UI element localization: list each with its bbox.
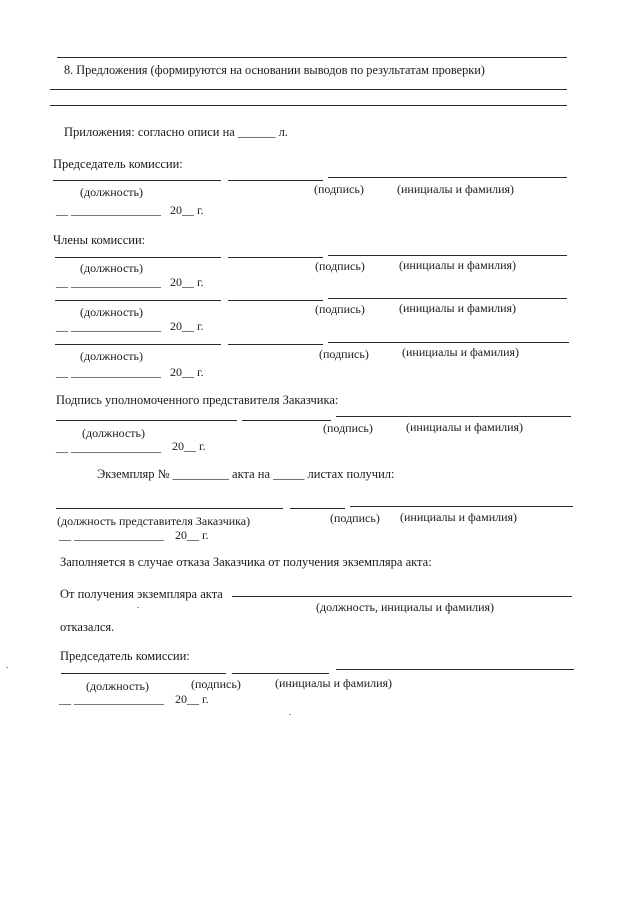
final-chairman-signature-label: (подпись) (191, 677, 241, 691)
refusal-note: Заполняется в случае отказа Заказчика от получения экземпляра акта: (60, 555, 432, 569)
copy-sheets-label: листах получил: (307, 467, 395, 481)
attachments-line (64, 125, 288, 139)
attachments-suffix: л. (278, 125, 288, 139)
final-chairman-signature-line (232, 673, 329, 674)
member2-signature-line (228, 300, 323, 301)
chairman-heading: Председатель комиссии: (53, 157, 183, 171)
chairman-signature-label: (подпись) (314, 182, 364, 196)
member1-initials-line (328, 255, 567, 256)
final-chairman-initials-label: (инициалы и фамилия) (275, 676, 393, 690)
copy-number-blank: _________ (172, 467, 229, 481)
copy-position-line (56, 508, 283, 509)
customer-rep-heading: Подпись уполномоченного представителя Заказчика: (56, 393, 339, 407)
top-rule (57, 57, 567, 58)
member3-position-label: (должность) (80, 349, 143, 363)
copy-sheets-blank: _____ (273, 467, 305, 481)
copy-position-label: (должность представителя Заказчика) (57, 514, 251, 528)
member2-initials-line (328, 298, 567, 299)
copy-signature-line (290, 508, 345, 509)
member3-date-year: 20__ г. (170, 365, 204, 379)
refusal-refused-label: отказался. (60, 620, 115, 634)
member2-date-prefix: __ _______________ (56, 319, 161, 333)
refusal-detail-label: (должность, инициалы и фамилия) (316, 600, 495, 614)
final-chairman-initials-line (336, 669, 574, 670)
refusal-from-label: От получения экземпляра акта (60, 587, 223, 601)
attachments-label: Приложения: согласно описи на (64, 125, 235, 139)
copy-initials-line (350, 506, 573, 507)
copy-date-year: 20__ г. (175, 528, 209, 542)
section8-title: 8. Предложения (формируются на основании выводов по результатам проверки) (64, 63, 485, 77)
member2-signature-label: (подпись) (315, 302, 365, 316)
member2-position-line (55, 300, 221, 301)
member1-position-line (55, 257, 221, 258)
member1-initials-label: (инициалы и фамилия) (399, 258, 517, 272)
final-chairman-date-prefix: __ _______________ (59, 692, 164, 706)
member1-position-label: (должность) (80, 261, 143, 275)
scan-speck (289, 714, 291, 715)
chairman-initials-line (328, 177, 567, 178)
customer-rep-date-prefix: __ _______________ (56, 440, 161, 454)
attachments-blank: ______ (237, 125, 276, 139)
member3-signature-line (228, 344, 323, 345)
member1-date-year: 20__ г. (170, 275, 204, 289)
final-chairman-position-label: (должность) (86, 679, 149, 693)
member2-date-year: 20__ г. (170, 319, 204, 333)
final-chairman-position-line (61, 673, 226, 674)
customer-rep-initials-label: (инициалы и фамилия) (406, 420, 524, 434)
members-heading: Члены комиссии: (53, 233, 146, 247)
chairman-initials-label: (инициалы и фамилия) (397, 182, 515, 196)
member3-date-prefix: __ _______________ (56, 365, 161, 379)
member3-signature-label: (подпись) (319, 347, 369, 361)
member3-initials-line (328, 342, 569, 343)
member1-signature-label: (подпись) (315, 259, 365, 273)
chairman-position-line (53, 180, 221, 181)
customer-rep-date-year: 20__ г. (172, 439, 206, 453)
copy-signature-label: (подпись) (330, 511, 380, 525)
scan-speck (137, 607, 139, 608)
copy-initials-label: (инициалы и фамилия) (400, 510, 518, 524)
member1-date-prefix: __ _______________ (56, 275, 161, 289)
customer-rep-position-label: (должность) (82, 426, 145, 440)
customer-rep-initials-line (336, 416, 571, 417)
chairman-date-year: 20__ г. (170, 203, 204, 217)
copy-number-label: Экземпляр № (97, 467, 170, 481)
copy-date-prefix: __ _______________ (59, 528, 164, 542)
section8-line-1 (50, 89, 567, 90)
member2-initials-label: (инициалы и фамилия) (399, 301, 517, 315)
final-chairman-heading: Председатель комиссии: (60, 649, 190, 663)
copy-act-label: акта на (232, 467, 271, 481)
section8-line-2 (50, 105, 567, 106)
customer-rep-signature-label: (подпись) (323, 421, 373, 435)
member1-signature-line (228, 257, 323, 258)
chairman-position-label: (должность) (80, 185, 143, 199)
chairman-date-prefix: __ _______________ (56, 203, 161, 217)
copy-received-line (97, 467, 395, 481)
scan-speck (6, 667, 8, 668)
customer-rep-signature-line (242, 420, 331, 421)
final-chairman-date-year: 20__ г. (175, 692, 209, 706)
refusal-detail-line (232, 596, 572, 597)
customer-rep-position-line (56, 420, 237, 421)
member3-initials-label: (инициалы и фамилия) (402, 345, 520, 359)
chairman-signature-line (228, 180, 323, 181)
member3-position-line (55, 344, 221, 345)
member2-position-label: (должность) (80, 305, 143, 319)
